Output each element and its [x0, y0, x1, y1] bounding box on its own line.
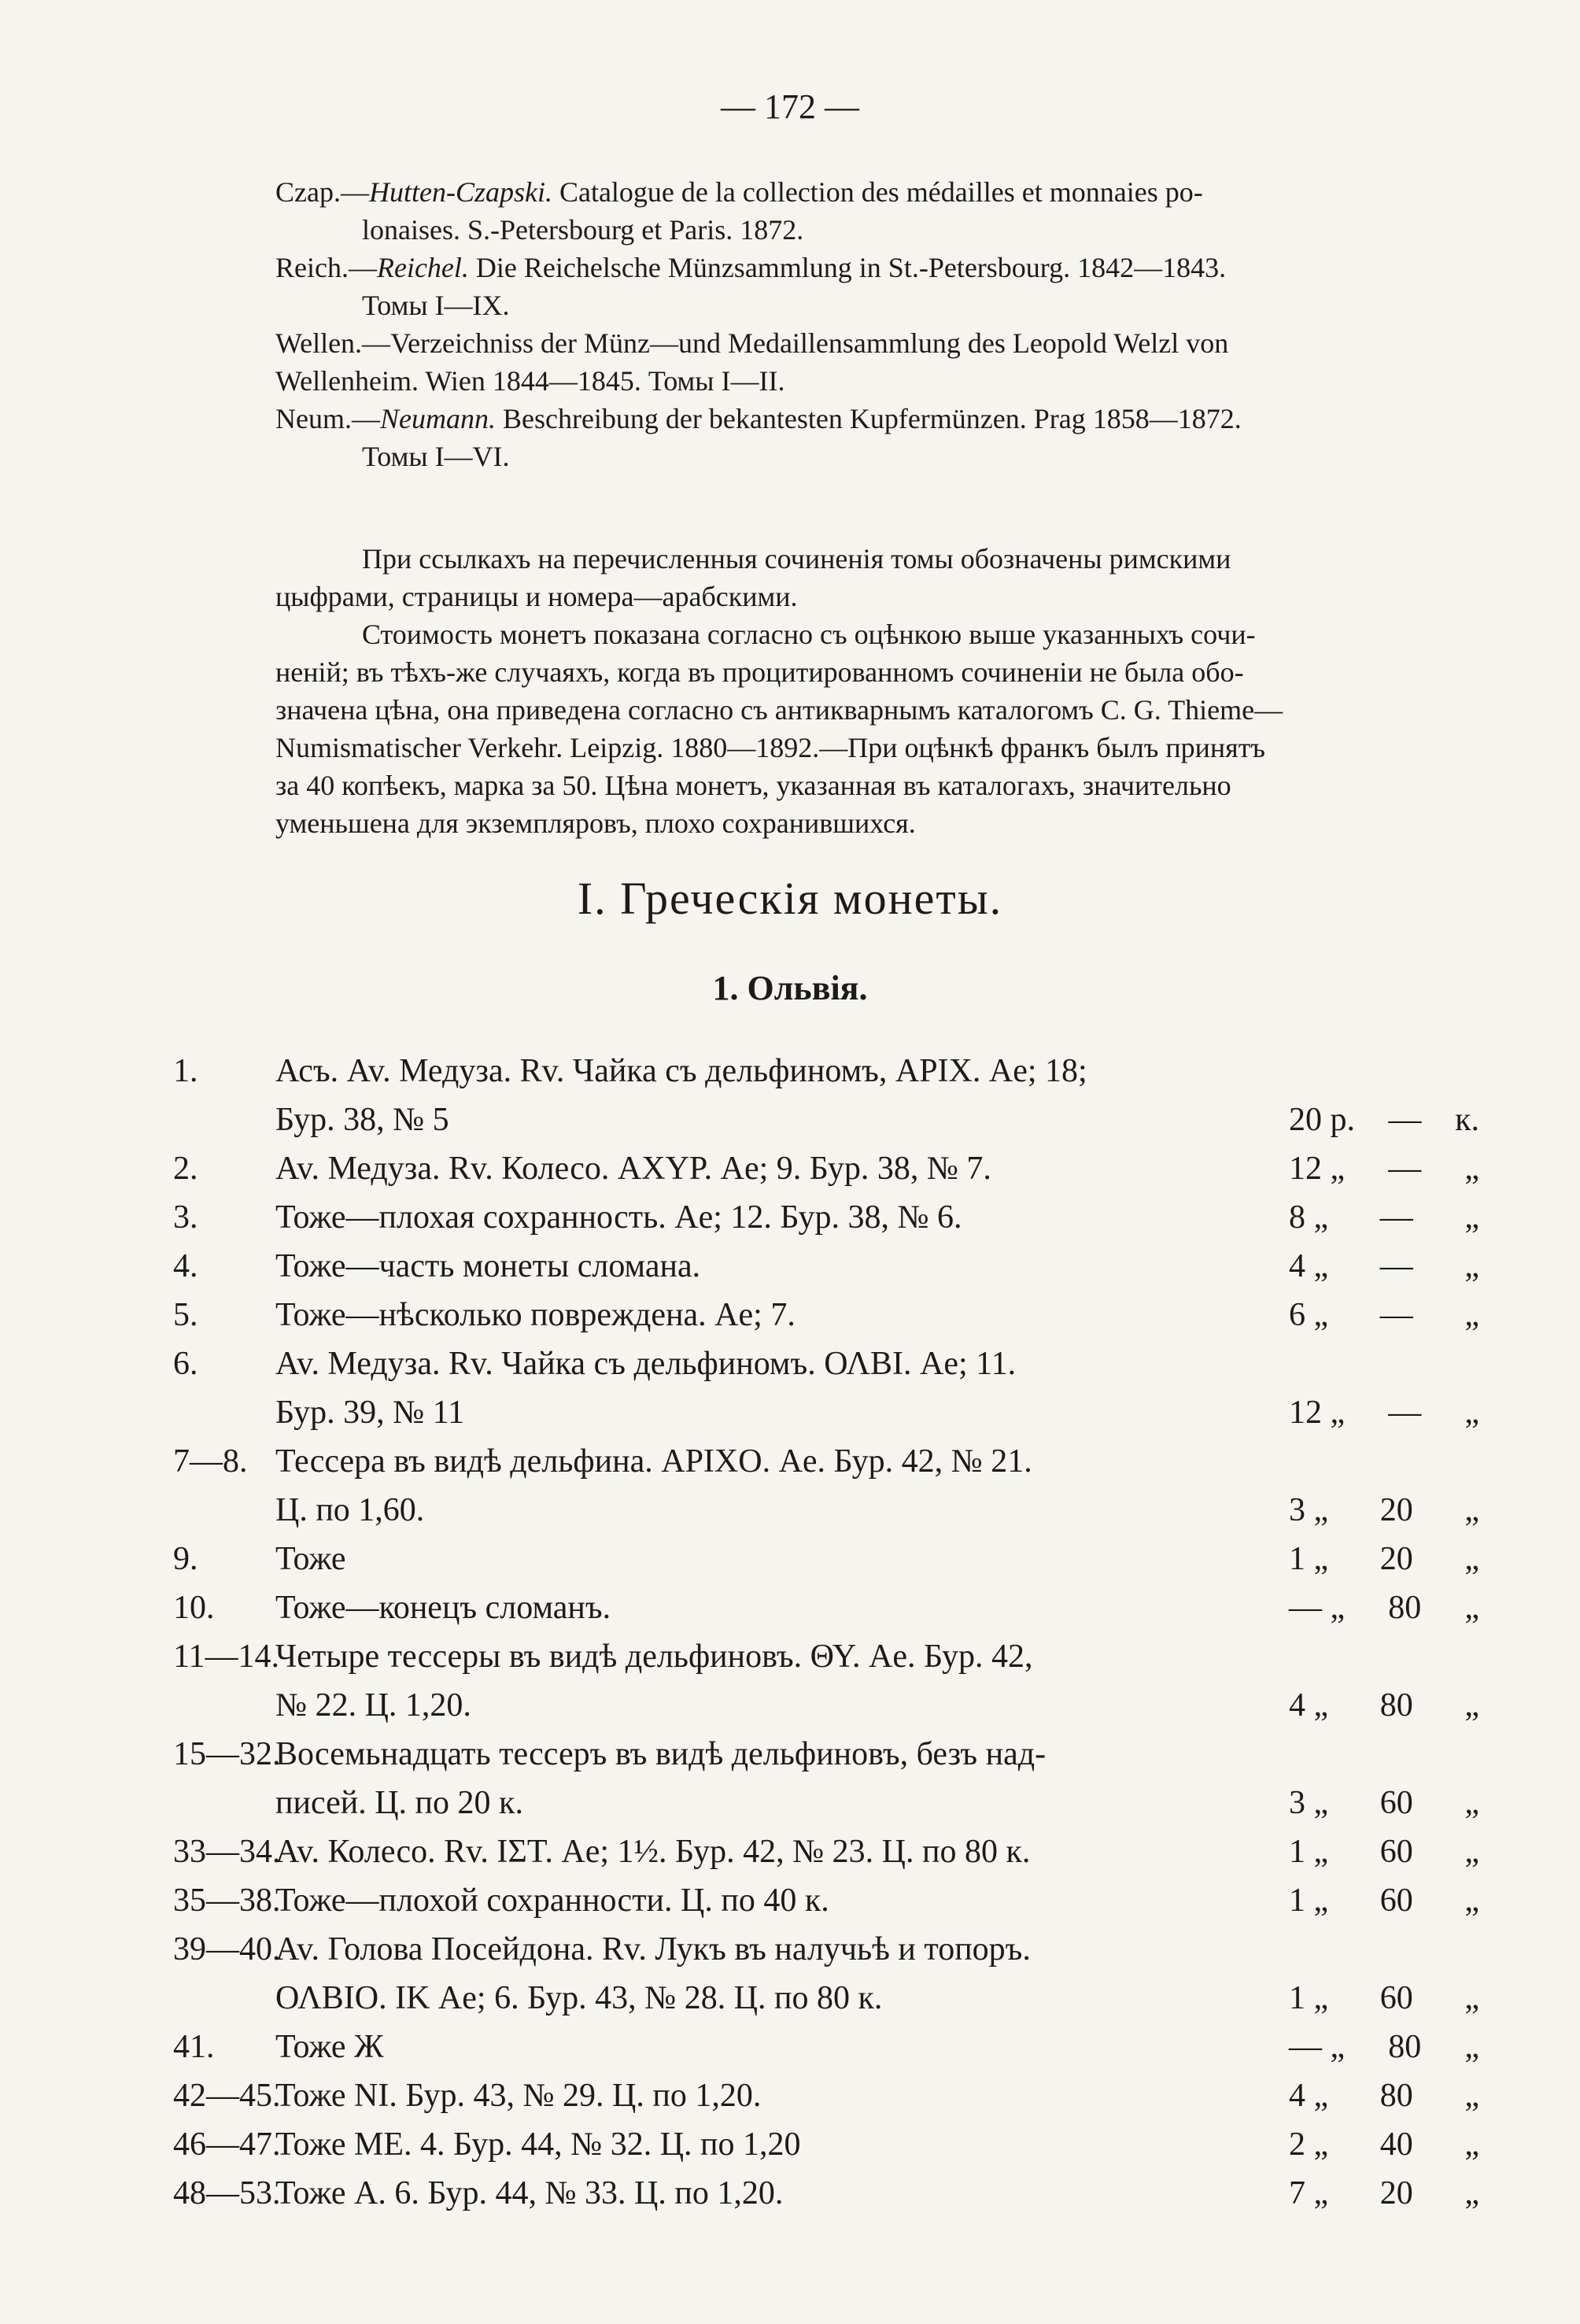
entry-description: Тоже—часть монеты сломана. — [275, 1248, 701, 1284]
entry-number: 15—32. — [173, 1736, 281, 1772]
coin-entry — [173, 1095, 1479, 1144]
bib-entry — [275, 249, 1456, 286]
coin-entry — [173, 1388, 1479, 1437]
entry-price — [1289, 1193, 1479, 1242]
bib-title: Verzeichniss der Münz—und Medaillensammlung des Leopold Welzl von — [390, 327, 1229, 359]
price-r: 1 „ — [1289, 1541, 1329, 1577]
entry-number: 39—40. — [173, 1931, 281, 1967]
coin-entry — [173, 1779, 1479, 1827]
price-k: „ — [1464, 1882, 1479, 1919]
entry-number: 48—53. — [173, 2175, 281, 2211]
coin-entry — [173, 1632, 1479, 1681]
coin-entry — [173, 1047, 1479, 1095]
bib-abbr: Neum.— — [275, 403, 380, 434]
coin-entry — [173, 1583, 1479, 1632]
price-k: „ — [1464, 1687, 1479, 1724]
price-k: „ — [1464, 1541, 1479, 1577]
subsection-title: 1. Ольвія. — [712, 969, 868, 1007]
coin-entry — [173, 1144, 1479, 1193]
entry-price — [1289, 1095, 1479, 1144]
price-r: 4 „ — [1289, 1687, 1329, 1724]
bib-abbr: Reich.— — [275, 252, 377, 283]
entry-price — [1289, 1486, 1479, 1535]
price-r: 4 „ — [1289, 2078, 1329, 2114]
bib-entry — [275, 324, 1456, 362]
entry-description: № 22. Ц. 1,20. — [275, 1687, 471, 1724]
bib-cont: Wellenheim. Wien 1844—1845. Томы I—II. — [275, 365, 785, 397]
coin-entry — [173, 1486, 1479, 1535]
entry-number: 11—14. — [173, 1639, 279, 1675]
entry-description: Тоже—плохой сохранности. Ц. по 40 к. — [275, 1882, 829, 1919]
price-q: 80 — [1379, 2078, 1413, 2114]
price-k: „ — [1464, 1248, 1479, 1284]
note-line: неній; въ тѣхъ-же случаяхъ, когда въ процитированномъ сочиненіи не была обо- — [275, 656, 1244, 688]
entry-price — [1289, 1876, 1479, 1925]
price-k: „ — [1464, 1297, 1479, 1333]
bib-cont: Томы I—VI. — [362, 441, 510, 472]
price-r: 6 „ — [1289, 1297, 1329, 1333]
price-k: „ — [1464, 1151, 1479, 1187]
entry-description: Тоже Α. 6. Бур. 44, № 33. Ц. по 1,20. — [275, 2175, 784, 2211]
price-q: — — [1379, 1199, 1413, 1236]
entry-description: ΟΛΒΙΟ. ΙΚ Ae; 6. Бур. 43, № 28. Ц. по 80 к. — [275, 1980, 883, 2016]
price-k: „ — [1464, 2175, 1479, 2211]
price-k: „ — [1464, 1834, 1479, 1870]
coin-entry — [173, 2071, 1479, 2120]
coin-entry — [173, 1925, 1479, 1974]
coin-entry — [173, 2023, 1479, 2071]
coin-entry — [173, 1730, 1479, 1779]
entry-number: 3. — [173, 1199, 198, 1236]
entry-description: Восемьнадцать тессеръ въ видѣ дельфиновъ, безъ над- — [275, 1736, 1047, 1772]
price-q: — — [1379, 1297, 1413, 1333]
price-r: 2 „ — [1289, 2126, 1329, 2163]
entry-description: писей. Ц. по 20 к. — [275, 1785, 523, 1821]
price-k: „ — [1464, 2078, 1479, 2114]
bib-author: Hutten-Czapski. — [368, 176, 552, 208]
price-r: 1 „ — [1289, 1882, 1329, 1919]
coin-entry — [173, 2120, 1479, 2169]
entry-number: 7—8. — [173, 1443, 248, 1480]
price-q: 80 — [1379, 1687, 1413, 1724]
coin-entry — [173, 1876, 1479, 1925]
entry-description: Тоже—нѣсколько повреждена. Ae; 7. — [275, 1297, 796, 1333]
price-r: 1 „ — [1289, 1980, 1329, 2016]
coin-entry — [173, 1193, 1479, 1242]
price-q: 60 — [1379, 1882, 1413, 1919]
bibliography — [275, 173, 1456, 475]
coin-entry — [173, 1681, 1479, 1730]
entry-description: Тоже—конецъ сломанъ. — [275, 1590, 611, 1626]
entry-description: Четыре тессеры въ видѣ дельфиновъ. ΘΥ. Ae. Бур. 42, — [275, 1639, 1033, 1675]
price-q: 60 — [1379, 1834, 1413, 1870]
entry-number: 9. — [173, 1541, 198, 1577]
entry-price — [1289, 2169, 1479, 2218]
coin-entry — [173, 1535, 1479, 1583]
price-k: „ — [1464, 2029, 1479, 2065]
section-title: I. Греческія монеты. — [577, 873, 1003, 924]
entry-description: Av. Медуза. Rv. Чайка съ дельфиномъ. ΟΛΒΙ. Ae; 11. — [275, 1346, 1017, 1382]
notes — [275, 540, 1456, 842]
price-k: „ — [1464, 1785, 1479, 1821]
price-r: 3 „ — [1289, 1492, 1329, 1528]
entry-price — [1289, 1388, 1479, 1437]
price-r: 1 „ — [1289, 1834, 1329, 1870]
coin-entry — [173, 1339, 1479, 1388]
coin-entry — [173, 2169, 1479, 2218]
price-r: 12 „ — [1289, 1395, 1346, 1431]
entry-price — [1289, 1681, 1479, 1730]
price-k: „ — [1464, 1492, 1479, 1528]
entry-number: 42—45. — [173, 2078, 281, 2114]
entry-description: Av. Колесо. Rv. ΙΣΤ. Ae; 1½. Бур. 42, № 23. Ц. по 80 к. — [275, 1834, 1031, 1870]
entry-price — [1289, 2071, 1479, 2120]
bib-entry — [275, 173, 1456, 211]
price-r: 20 р. — [1289, 1102, 1355, 1138]
price-q: — — [1388, 1151, 1422, 1187]
price-k: „ — [1464, 1980, 1479, 2016]
coin-entry — [173, 1291, 1479, 1339]
coin-entry — [173, 1974, 1479, 2023]
bib-cont: Томы I—IX. — [362, 290, 510, 321]
bib-abbr: Wellen.— — [275, 327, 391, 359]
entry-description: Av. Медуза. Rv. Колесо. ΑΧΥΡ. Ae; 9. Бур. 38, № 7. — [275, 1151, 991, 1187]
price-r: 7 „ — [1289, 2175, 1329, 2211]
entry-price — [1289, 2023, 1479, 2071]
entry-number: 2. — [173, 1151, 198, 1187]
entry-price — [1289, 1242, 1479, 1291]
entry-description: Асъ. Av. Медуза. Rv. Чайка съ дельфиномъ, ΑΡΙΧ. Ae; 18; — [275, 1053, 1087, 1089]
entry-number: 4. — [173, 1248, 198, 1284]
bib-author: Neumann. — [379, 403, 496, 434]
note-line: уменьшена для экземпляровъ, плохо сохранившихся. — [275, 807, 916, 839]
price-k: „ — [1464, 1199, 1479, 1236]
entry-price — [1289, 1291, 1479, 1339]
bib-abbr: Czap.— — [275, 176, 369, 208]
entry-number: 5. — [173, 1297, 198, 1333]
price-q: 20 — [1379, 1541, 1413, 1577]
bib-author: Reichel. — [376, 252, 469, 283]
price-r: — „ — [1289, 1590, 1346, 1626]
price-q: 20 — [1379, 1492, 1413, 1528]
entry-number: 6. — [173, 1346, 198, 1382]
bib-title: Catalogue de la collection des médailles et monnaies po- — [552, 176, 1203, 208]
entry-price — [1289, 1827, 1479, 1876]
price-r: 12 „ — [1289, 1151, 1346, 1187]
price-r: 3 „ — [1289, 1785, 1329, 1821]
coin-list — [173, 1047, 1479, 2218]
entry-price — [1289, 1974, 1479, 2023]
price-r: — „ — [1289, 2029, 1346, 2065]
price-q: 60 — [1379, 1980, 1413, 2016]
price-r: 8 „ — [1289, 1199, 1329, 1236]
note-line: за 40 копѣекъ, марка за 50. Цѣна монетъ, указанная въ каталогахъ, значительно — [275, 770, 1231, 801]
entry-number: 10. — [173, 1590, 215, 1626]
entry-description: Тессера въ видѣ дельфина. ΑΡΙΧΟ. Ae. Бур. 42, № 21. — [275, 1443, 1032, 1480]
bib-title: Die Reichelsche Münzsammlung in St.-Petersbourg. 1842—1843. — [468, 252, 1227, 283]
bib-title: Beschreibung der bekantesten Kupfermünzen. Prag 1858—1872. — [495, 403, 1242, 434]
coin-entry — [173, 1437, 1479, 1486]
note-line: Numismatischer Verkehr. Leipzig. 1880—1892.—При оцѣнкѣ франкъ былъ принятъ — [275, 732, 1266, 763]
price-k: „ — [1464, 1590, 1479, 1626]
entry-description: Тоже ΝΙ. Бур. 43, № 29. Ц. по 1,20. — [275, 2078, 762, 2114]
bib-cont: lonaises. S.-Petersbourg et Paris. 1872. — [362, 214, 804, 246]
entry-description: Ц. по 1,60. — [275, 1492, 425, 1528]
entry-number: 35—38. — [173, 1882, 281, 1919]
entry-description: Тоже—плохая сохранность. Ae; 12. Бур. 38, № 6. — [275, 1199, 962, 1236]
entry-description: Бур. 38, № 5 — [275, 1102, 449, 1138]
note-line: Стоимость монетъ показана согласно съ оцѣнкою выше указанныхъ сочи- — [362, 619, 1256, 650]
entry-description: Тоже Ж — [275, 2029, 384, 2065]
price-q: — — [1388, 1102, 1422, 1138]
price-q: 20 — [1379, 2175, 1413, 2211]
note-line: При ссылкахъ на перечисленныя сочиненія томы обозначены римскими — [362, 543, 1231, 575]
entry-number: 46—47. — [173, 2126, 281, 2163]
entry-description: Бур. 39, № 11 — [275, 1395, 465, 1431]
price-k: „ — [1464, 1395, 1479, 1431]
coin-entry — [173, 1827, 1479, 1876]
bib-entry — [275, 400, 1456, 438]
entry-price — [1289, 1535, 1479, 1583]
entry-number: 41. — [173, 2029, 215, 2065]
entry-description: Av. Голова Посейдона. Rv. Лукъ въ налучьѣ и топоръ. — [275, 1931, 1031, 1967]
entry-price — [1289, 1779, 1479, 1827]
price-q: 80 — [1388, 2029, 1422, 2065]
price-q: — — [1379, 1248, 1413, 1284]
price-k: к. — [1455, 1102, 1479, 1138]
entry-description: Тоже ΜΕ. 4. Бур. 44, № 32. Ц. по 1,20 — [275, 2126, 801, 2163]
entry-price — [1289, 2120, 1479, 2169]
entry-number: 1. — [173, 1053, 198, 1089]
price-q: — — [1388, 1395, 1422, 1431]
page-number: — 172 — — [721, 87, 859, 126]
note-line: цыфрами, страницы и номера—арабскими. — [275, 581, 798, 612]
coin-entry — [173, 1242, 1479, 1291]
price-q: 40 — [1379, 2126, 1413, 2163]
entry-number: 33—34. — [173, 1834, 281, 1870]
price-q: 80 — [1388, 1590, 1422, 1626]
entry-description: Тоже — [275, 1541, 346, 1577]
price-r: 4 „ — [1289, 1248, 1329, 1284]
entry-price — [1289, 1144, 1479, 1193]
price-k: „ — [1464, 2126, 1479, 2163]
entry-price — [1289, 1583, 1479, 1632]
note-line: значена цѣна, она приведена согласно съ антикварнымъ каталогомъ C. G. Thieme— — [275, 694, 1283, 726]
price-q: 60 — [1379, 1785, 1413, 1821]
